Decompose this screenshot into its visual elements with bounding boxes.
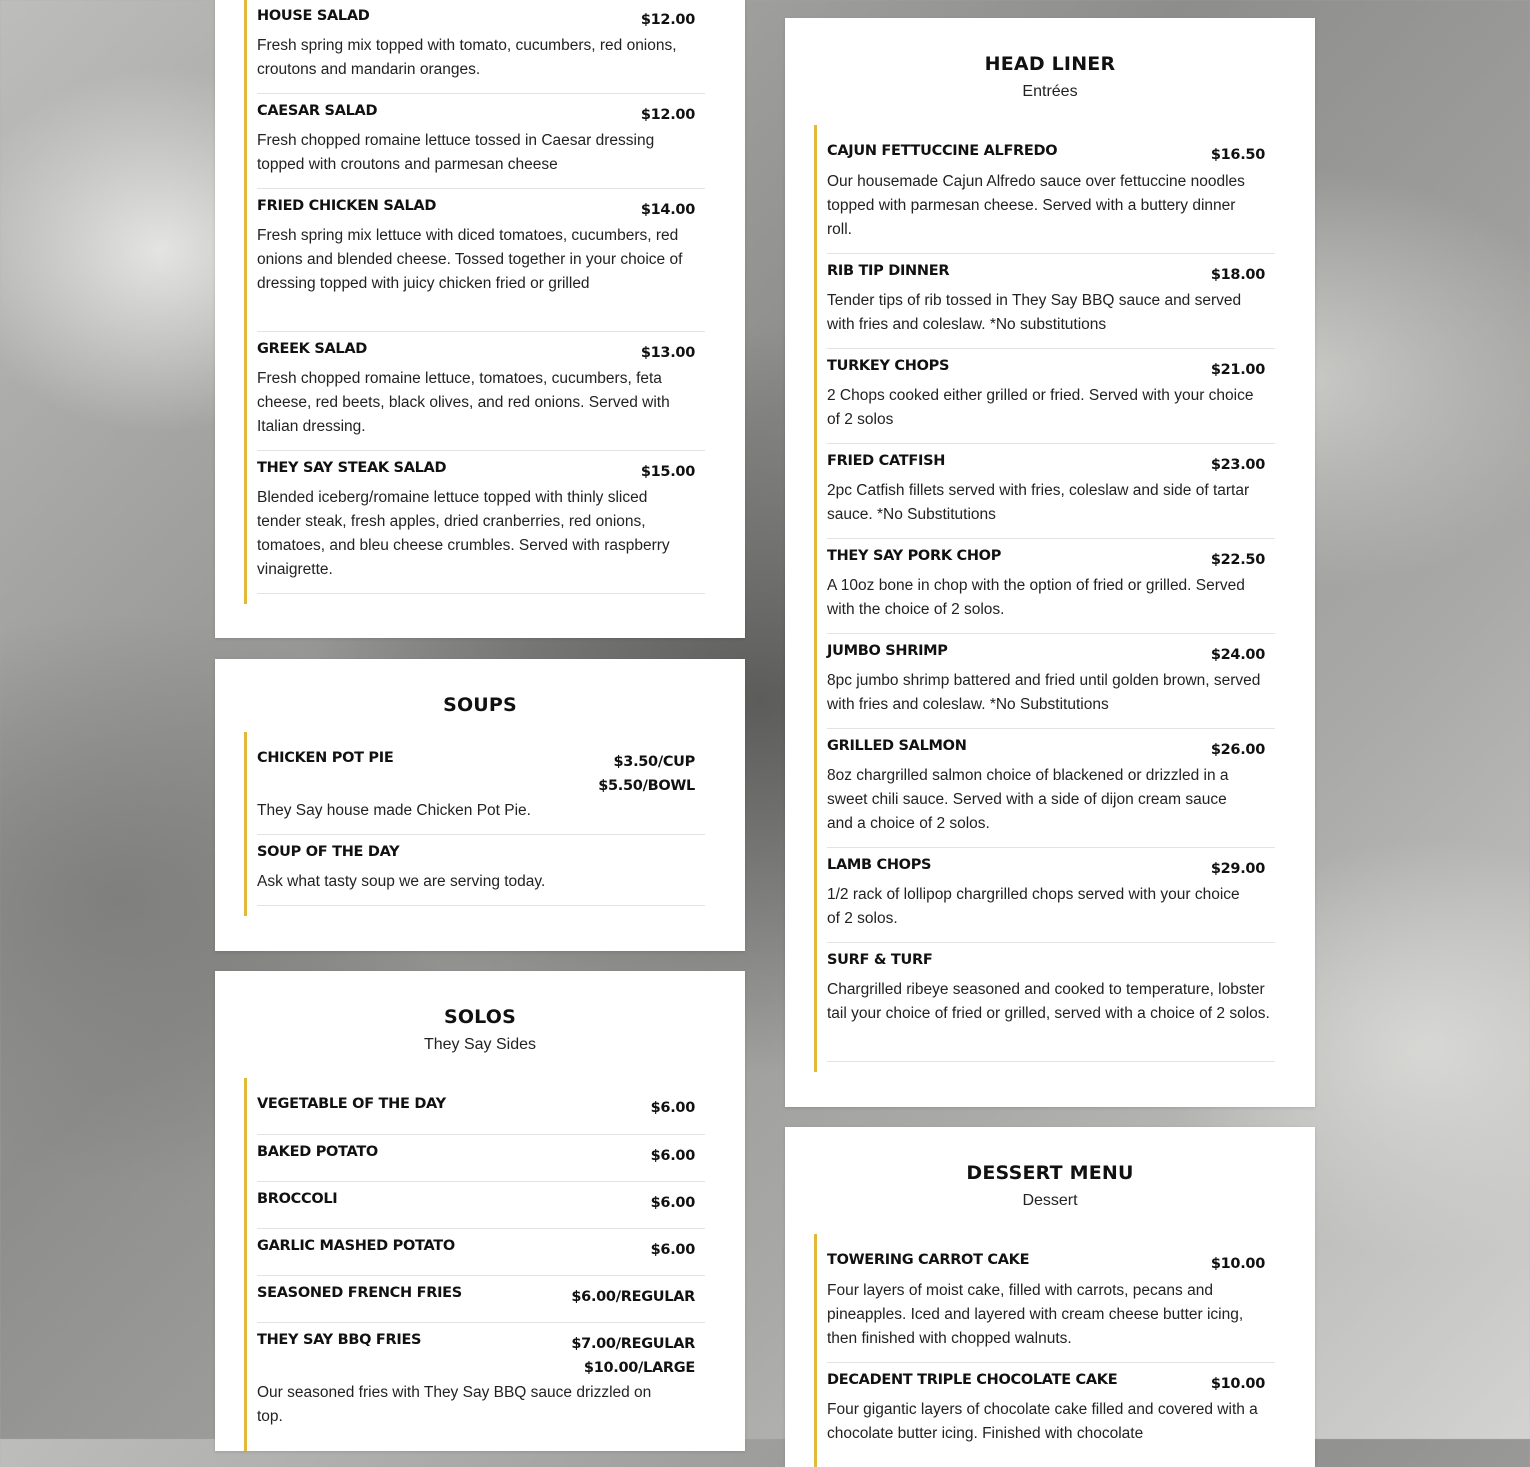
menu-item: [257, 1078, 705, 1135]
menu-item: [257, 1135, 705, 1182]
menu-item: [827, 1363, 1275, 1467]
item-name: THEY SAY BBQ FRIES: [257, 1332, 422, 1348]
dessert-list: [814, 1234, 1275, 1467]
item-name: RIB TIP DINNER: [827, 263, 950, 279]
salads-list: [244, 0, 705, 604]
price-line: $5.50/BOWL: [598, 778, 695, 794]
item-name: VEGETABLE OF THE DAY: [257, 1096, 446, 1112]
item-description: Tender tips of rib tossed in They Say BBQ sauce and served with fries and coleslaw. *No substitutions: [827, 292, 1242, 333]
menu-item: [257, 1276, 705, 1323]
section-subtitle: Entrées: [1022, 83, 1078, 100]
menu-item: [257, 1229, 705, 1276]
menu-item: [257, 1182, 705, 1229]
menu-item: [827, 634, 1275, 729]
item-price: $12.00: [640, 107, 695, 123]
item-name: JUMBO SHRIMP: [827, 643, 948, 659]
menu-item: [257, 835, 705, 906]
menu-item: [257, 189, 705, 332]
entrees-card: [785, 18, 1315, 1107]
item-name: FRIED CATFISH: [827, 453, 946, 469]
menu-item: [257, 451, 705, 594]
item-name: THEY SAY PORK CHOP: [827, 548, 1002, 564]
entrees-header: [785, 53, 1315, 101]
item-price: [571, 1332, 695, 1380]
item-description: Fresh chopped romaine lettuce tossed in Caesar dressing topped with croutons and parmesan cheese: [257, 132, 655, 173]
menu-item: [827, 125, 1275, 254]
item-description: Chargrilled ribeye seasoned and cooked to temperature, lobster tail your choice of fried or grilled, served with a choice of 2 solos.: [827, 981, 1270, 1022]
item-name: GREEK SALAD: [257, 341, 368, 357]
item-name: TOWERING CARROT CAKE: [827, 1252, 1030, 1268]
item-price: $6.00: [650, 1195, 695, 1211]
item-name: CAJUN FETTUCCINE ALFREDO: [827, 143, 1058, 159]
menu-item: [827, 539, 1275, 634]
price-line: $7.00/REGULAR: [571, 1336, 695, 1352]
salads-card: [215, 0, 745, 638]
item-description: 2 Chops cooked either grilled or fried. Served with your choice of 2 solos: [827, 387, 1254, 428]
menu-item: [827, 729, 1275, 848]
item-name: BROCCOLI: [257, 1191, 338, 1207]
price-line: $3.50/CUP: [613, 754, 695, 770]
solos-list: [244, 1078, 705, 1451]
item-description: 8pc jumbo shrimp battered and fried until golden brown, served with fries and coleslaw. *No Substitutions: [827, 672, 1261, 713]
item-name: CAESAR SALAD: [257, 103, 378, 119]
soups-list: [244, 732, 705, 916]
menu-item: [257, 94, 705, 189]
item-description: Four layers of moist cake, filled with carrots, pecans and pineapples. Iced and layered with cream cheese butter icing, then finished with chopped walnuts.: [827, 1282, 1244, 1347]
item-price: $29.00: [1210, 861, 1265, 877]
item-description: Our housemade Cajun Alfredo sauce over fettuccine noodles topped with parmesan cheese. Served with a buttery dinner roll.: [827, 173, 1245, 238]
menu-item: [257, 332, 705, 451]
item-name: LAMB CHOPS: [827, 857, 932, 873]
menu-item: [827, 349, 1275, 444]
item-price: [598, 750, 695, 798]
item-description: Blended iceberg/romaine lettuce topped with thinly sliced tender steak, fresh apples, dried cranberries, red onions, tomatoes, and bleu cheese crumbles. Served with raspberry vinaigrette.: [257, 489, 670, 578]
soups-card: [215, 659, 745, 951]
entrees-list: [814, 125, 1275, 1072]
section-title: DESSERT MENU: [966, 1162, 1134, 1184]
menu-item: [827, 848, 1275, 943]
item-price: $6.00: [650, 1242, 695, 1258]
soups-header: [215, 694, 745, 716]
item-description: Fresh chopped romaine lettuce, tomatoes, cucumbers, feta cheese, red beets, black olives, and red onions. Served with Italian dressing.: [257, 370, 670, 435]
item-description: Ask what tasty soup we are serving today.: [257, 873, 546, 890]
section-title: SOLOS: [443, 1006, 517, 1028]
item-description: Fresh spring mix topped with tomato, cucumbers, red onions, croutons and mandarin oranges.: [257, 37, 677, 78]
menu-item: [827, 254, 1275, 349]
item-name: SOUP OF THE DAY: [257, 844, 400, 860]
item-price: $24.00: [1210, 647, 1265, 663]
item-price: $23.00: [1210, 457, 1265, 473]
item-price: $22.50: [1210, 552, 1265, 568]
section-title: SOUPS: [443, 694, 517, 716]
item-price: $13.00: [640, 345, 695, 361]
item-description: 8oz chargrilled salmon choice of blackened or drizzled in a sweet chili sauce. Served with a side of dijon cream sauce and a choice of 2 solos.: [827, 767, 1229, 832]
section-subtitle: Dessert: [1022, 1192, 1078, 1209]
item-name: SEASONED FRENCH FRIES: [257, 1285, 462, 1301]
item-name: THEY SAY STEAK SALAD: [257, 460, 447, 476]
item-price: $10.00: [1210, 1376, 1265, 1392]
menu-item: [257, 1323, 705, 1451]
item-name: HOUSE SALAD: [257, 8, 370, 24]
item-name: GARLIC MASHED POTATO: [257, 1238, 455, 1254]
item-description: 2pc Catfish fillets served with fries, coleslaw and side of tartar sauce. *No Substitutions: [827, 482, 1250, 523]
menu-item: [827, 444, 1275, 539]
item-price: $6.00: [650, 1100, 695, 1116]
menu-item: [827, 943, 1275, 1062]
item-price: $15.00: [640, 464, 695, 480]
item-description: Four gigantic layers of chocolate cake filled and covered with a chocolate butter icing. Finished with chocolate: [827, 1401, 1258, 1442]
item-price: $12.00: [640, 12, 695, 28]
item-description: Our seasoned fries with They Say BBQ sauce drizzled on top.: [257, 1384, 652, 1425]
item-name: GRILLED SALMON: [827, 738, 967, 754]
item-name: CHICKEN POT PIE: [257, 750, 394, 766]
price-line: $10.00/LARGE: [583, 1360, 695, 1376]
item-description: A 10oz bone in chop with the option of fried or grilled. Served with the choice of 2 solos.: [827, 577, 1245, 618]
item-description: 1/2 rack of lollipop chargrilled chops served with your choice of 2 solos.: [827, 886, 1240, 927]
item-price: $6.00/REGULAR: [571, 1289, 695, 1305]
item-name: DECADENT TRIPLE CHOCOLATE CAKE: [827, 1372, 1118, 1388]
menu-item: [257, 0, 705, 94]
item-price: $10.00: [1210, 1256, 1265, 1272]
item-name: SURF & TURF: [827, 952, 933, 968]
item-price: $14.00: [640, 202, 695, 218]
item-name: BAKED POTATO: [257, 1144, 378, 1160]
section-title: HEAD LINER: [984, 53, 1116, 75]
item-description: Fresh spring mix lettuce with diced tomatoes, cucumbers, red onions and blended cheese. Tossed together in your choice of dressing topped with juicy chicken fried or grilled: [257, 227, 683, 292]
dessert-card: [785, 1127, 1315, 1467]
item-name: FRIED CHICKEN SALAD: [257, 198, 437, 214]
item-description: They Say house made Chicken Pot Pie.: [257, 802, 531, 819]
item-price: $18.00: [1210, 267, 1265, 283]
menu-item: [257, 732, 705, 835]
item-price: $21.00: [1210, 362, 1265, 378]
solos-header: [215, 1006, 745, 1054]
item-price: $6.00: [650, 1148, 695, 1164]
dessert-header: [785, 1162, 1315, 1210]
section-subtitle: They Say Sides: [423, 1036, 537, 1053]
item-price: $16.50: [1210, 147, 1265, 163]
item-name: TURKEY CHOPS: [827, 358, 950, 374]
menu-item: [827, 1234, 1275, 1363]
solos-card: [215, 971, 745, 1451]
item-price: $26.00: [1210, 742, 1265, 758]
